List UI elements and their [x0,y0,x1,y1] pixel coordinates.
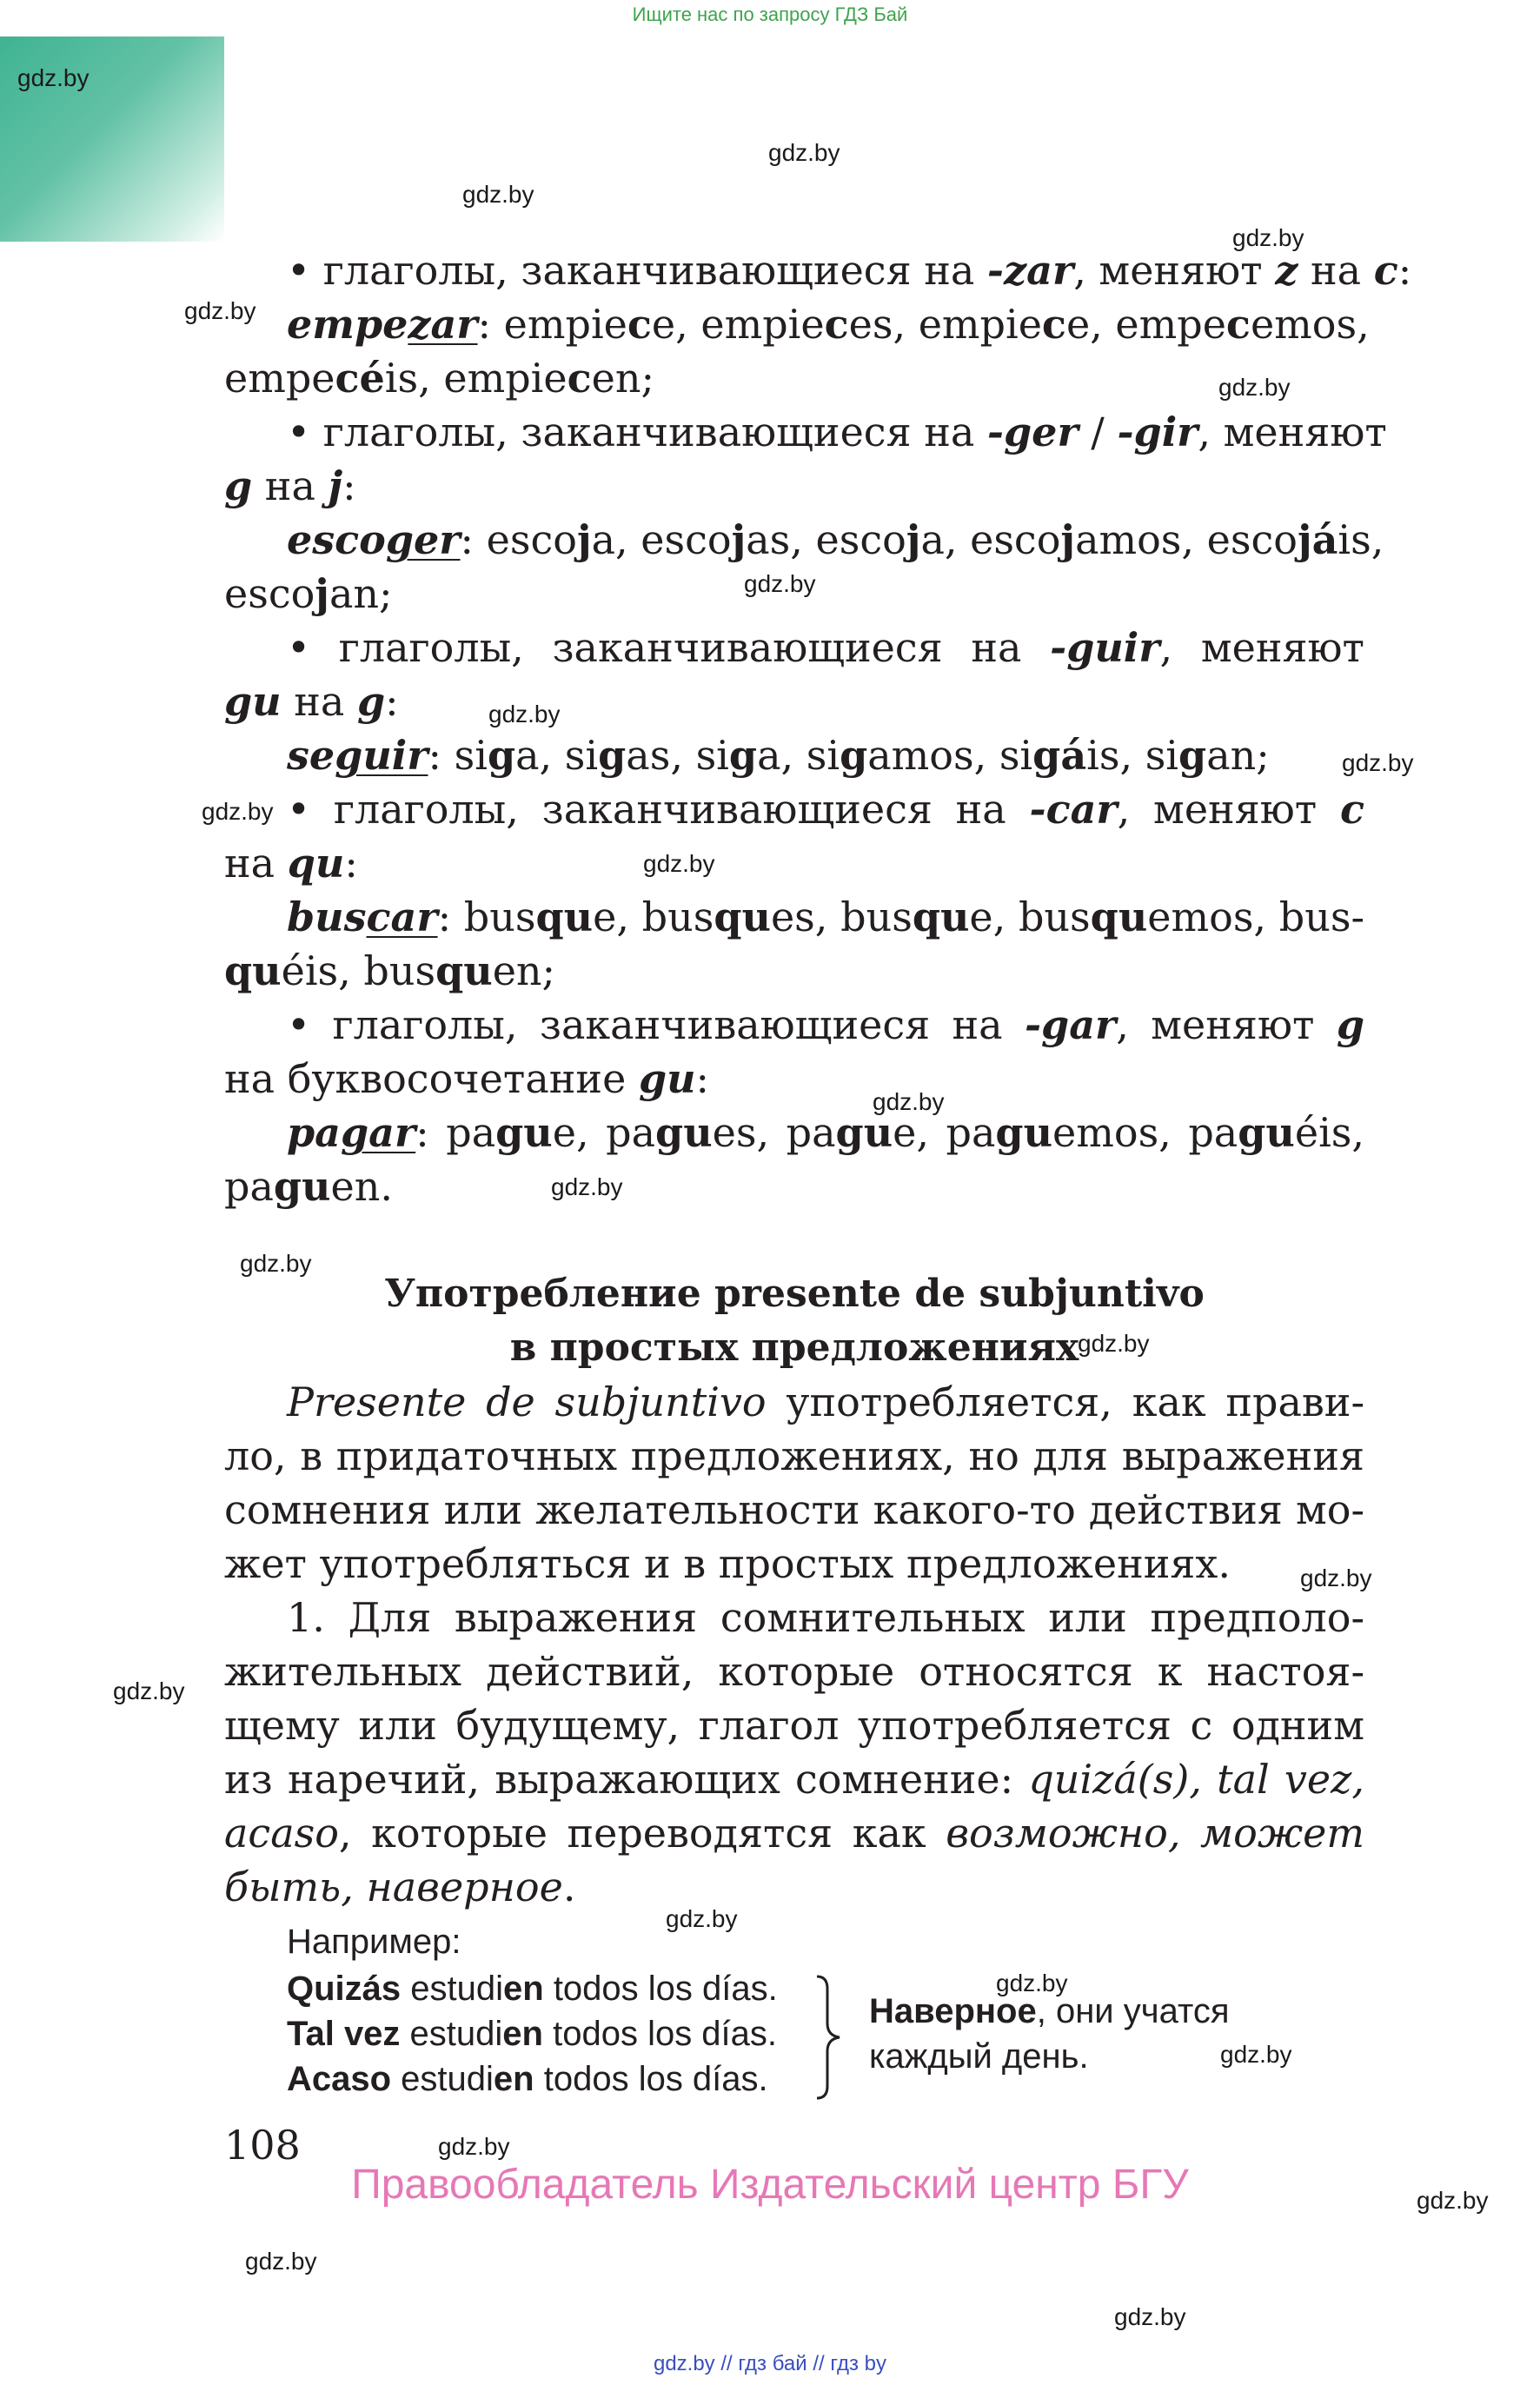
watermark: gdz.by [438,2133,510,2160]
translation-line1: Наверное, они учатся [869,1992,1230,2030]
example-buscar-line1: buscar: busque, busques, busque, busquemos, bus- [287,894,1364,940]
rule-car-line1: • глаголы, заканчивающиеся на -car, меняют c [287,786,1365,833]
translation-line2: каждый день. [869,2037,1089,2076]
watermark: gdz.by [1114,2303,1186,2330]
watermark: gdz.by [1078,1330,1150,1357]
rule-gar-line2: на буквосочетание gu: [224,1055,710,1102]
watermark: gdz.by [1218,374,1291,401]
example-pagar-line1: pagar: pague, pagues, pague, paguemos, paguéis, [287,1109,1365,1156]
section-title-line1: Употребление presente de subjuntivo [384,1272,1205,1316]
watermark: gdz.by [240,1250,312,1277]
watermark: gdz.by [462,181,534,208]
paragraph-1-line3: сомнения или желательности какого-то действия мо- [224,1486,1364,1533]
watermark: gdz.by [666,1905,738,1932]
example-sentence-2: Tal vez estudien todos los días. [287,2015,778,2053]
top-search-hint[interactable]: Ищите нас по запросу ГДЗ Бай [632,3,908,25]
watermark: gdz.by [744,570,816,597]
example-empezar-line2: empecéis, empiecen; [224,355,654,402]
paragraph-1-line2: ло, в придаточных предложениях, но для выражения [224,1432,1364,1479]
watermark: gdz.by [1417,2187,1489,2214]
example-escoger-line2: escojan; [224,570,393,617]
watermark: gdz.by [245,2248,317,2275]
paragraph-2-line3: щему или будущему, глагол употребляется с одним [224,1702,1364,1749]
section-title-line2: в простых предложениях [509,1325,1079,1370]
example-escoger-line1: escoger: escoja, escojas, escoja, escojamos, escojáis, [287,516,1384,563]
paragraph-2-line5: acaso, которые переводятся как возможно, может [224,1810,1364,1857]
example-pagar-line2: paguen. [224,1163,393,1210]
rule-guir-line2: gu на g: [224,678,399,725]
example-buscar-line2: quéis, busquen; [224,947,556,994]
footer-links[interactable]: gdz.by // гдз бай // гдз by [653,2352,887,2375]
example-sentence-3: Acaso estudien todos los días. [287,2060,768,2098]
paragraph-2-line6: быть, наверное. [224,1863,576,1910]
watermark: gdz.by [1232,224,1304,251]
rule-ger-line2: g на j: [224,462,356,509]
rule-guir-line1: • глаголы, заканчивающиеся на -guir, меняют [287,624,1364,671]
watermark: gdz.by [113,1677,185,1704]
paragraph-2-line4: из наречий, выражающих сомнение: quizá(s), tal vez, [224,1756,1364,1803]
watermark: gdz.by [768,139,840,166]
example-sentence-1: Quizás estudien todos los días. [287,1970,778,2008]
copyright-owner: Правообладатель Издательский центр БГУ [351,2162,1189,2208]
example-seguir-line1: seguir: siga, sigas, siga, sigamos, sigáis, sigan; [287,732,1270,779]
paragraph-2-line2: жительных действий, которые относятся к настоя- [224,1648,1364,1695]
rule-zar-line1: • глаголы, заканчивающиеся на -zar, меняют z на c: [287,247,1412,294]
watermark: gdz.by [488,701,561,727]
watermark: gdz.by [643,850,715,877]
watermark: gdz.by [873,1088,945,1115]
rule-gar-line1: • глаголы, заканчивающиеся на -gar, меняют g [287,1001,1365,1048]
right-brace [813,1973,848,2102]
watermark: gdz.by [1342,749,1414,776]
rule-ger-line1: • глаголы, заканчивающиеся на -ger / -gir, меняют [287,409,1387,455]
paragraph-1-line4: жет употребляться и в простых предложениях. [224,1540,1231,1587]
watermark: gdz.by [1300,1565,1372,1591]
rule-car-line2: на qu: [224,840,358,887]
example-label: Например: [287,1923,461,1961]
watermark: gdz.by [184,297,256,324]
paragraph-2-line1: 1. Для выражения сомнительных или предполо- [287,1594,1364,1641]
watermark: gdz.by [1220,2041,1292,2068]
watermark: gdz.by [17,64,90,91]
paragraph-1-line1: Presente de subjuntivo употребляется, как прави- [287,1379,1365,1425]
example-empezar-line1: empezar: empiece, empieces, empiece, empecemos, [287,301,1370,348]
watermark: gdz.by [996,1970,1068,1996]
watermark: gdz.by [202,798,274,825]
watermark: gdz.by [551,1173,623,1200]
page-number: 108 [224,2122,301,2169]
